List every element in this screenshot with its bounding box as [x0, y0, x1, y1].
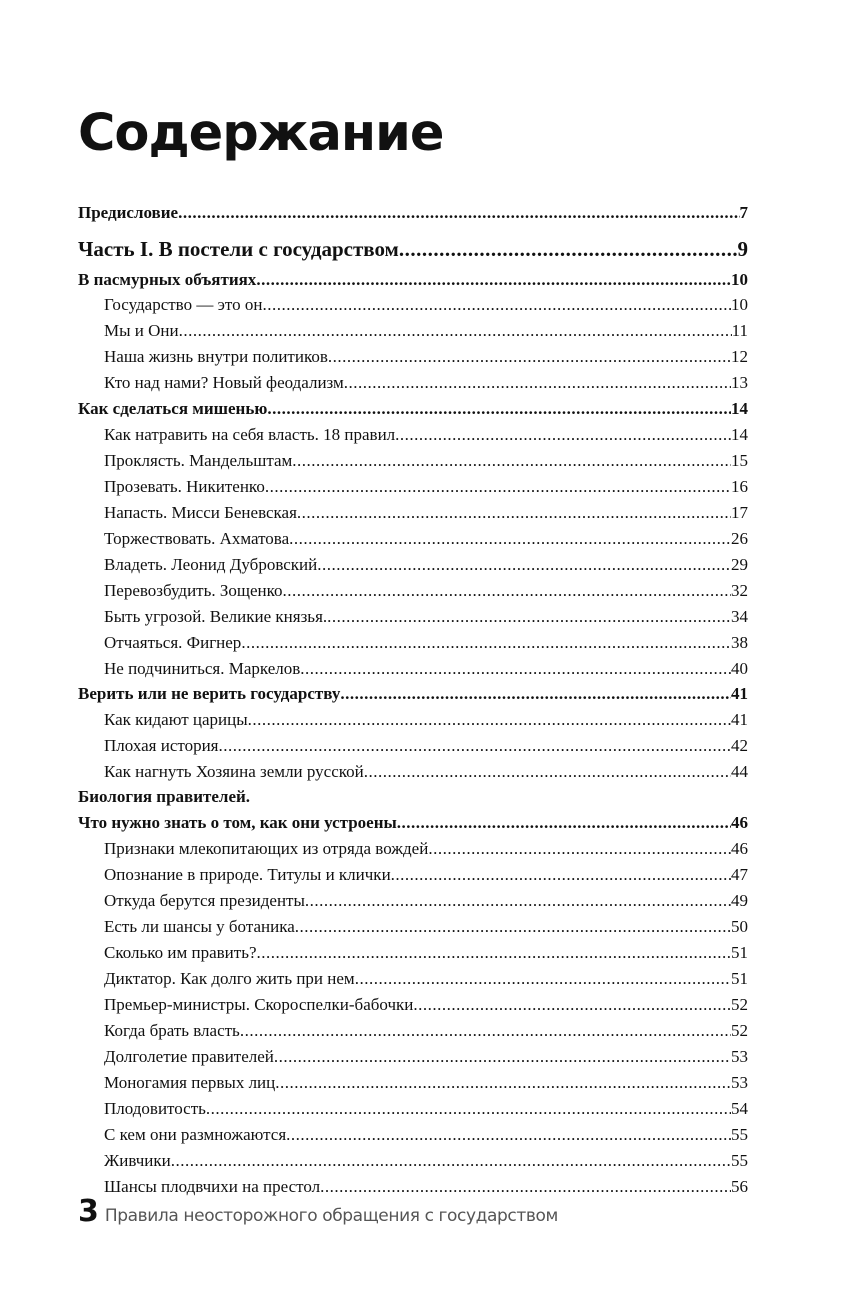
- toc-entry-title: Диктатор. Как долго жить при нем: [104, 969, 355, 988]
- dot-leader: [179, 318, 732, 344]
- toc-entry-title: Наша жизнь внутри политиков: [104, 347, 328, 366]
- toc-entry[interactable]: [78, 810, 748, 836]
- toc-entry-title: Сколько им править?: [104, 943, 257, 962]
- toc-entry-title: Торжествовать. Ахматова: [104, 529, 290, 548]
- dot-leader: [262, 292, 731, 318]
- toc-entry-page: 10: [731, 270, 748, 289]
- dot-leader: [248, 707, 731, 733]
- toc-entry[interactable]: [104, 318, 748, 344]
- toc-entry-title: Как нагнуть Хозяина земли русской: [104, 762, 364, 781]
- toc-entry-page: 51: [731, 969, 748, 988]
- dot-leader: [219, 733, 732, 759]
- dot-leader: [413, 992, 731, 1018]
- toc-entry-page: 29: [731, 555, 748, 574]
- toc-entry-page: 38: [731, 633, 748, 652]
- toc-entry-page: 55: [731, 1125, 748, 1144]
- dot-leader: [340, 681, 731, 707]
- toc-entry-page: 50: [731, 917, 748, 936]
- toc-entry-page: 52: [731, 1021, 748, 1040]
- toc-entry[interactable]: [104, 836, 748, 862]
- running-title: Правила неосторожного обращения с государством: [104, 1206, 558, 1226]
- toc-entry[interactable]: [104, 707, 748, 733]
- toc-entry[interactable]: [104, 1096, 748, 1122]
- toc-entry[interactable]: [104, 966, 748, 992]
- toc-entry-page: 17: [731, 503, 748, 522]
- toc-entry-title: Плохая история: [104, 736, 219, 755]
- toc-entry-title: Проклясть. Мандельштам: [104, 451, 293, 470]
- dot-leader: [292, 448, 731, 474]
- toc-entry-page: 9: [737, 237, 748, 261]
- page-title: Содержание: [78, 104, 444, 163]
- toc-entry-title: Верить или не верить государству: [78, 684, 341, 703]
- toc-entry[interactable]: [104, 1044, 748, 1070]
- toc-entry-title: Кто над нами? Новый феодализм: [104, 373, 344, 392]
- toc-entry-title: Перевозбудить. Зощенко: [104, 581, 283, 600]
- dot-leader: [391, 862, 731, 888]
- toc-entry-page: 14: [731, 425, 748, 444]
- toc-entry[interactable]: [104, 992, 748, 1018]
- toc-entry-page: 12: [731, 347, 748, 366]
- toc-entry[interactable]: [104, 344, 748, 370]
- toc-entry[interactable]: [104, 656, 748, 682]
- toc-entry-title: Мы и Они: [104, 321, 179, 340]
- dot-leader: [257, 940, 732, 966]
- dot-leader: [240, 1018, 731, 1044]
- toc-entry[interactable]: [104, 914, 748, 940]
- toc-entry-title: Предисловие: [78, 203, 179, 222]
- toc-entry-title: Откуда берутся президенты: [104, 891, 305, 910]
- dot-leader: [274, 1044, 731, 1070]
- toc-entry-title: Как кидают царицы: [104, 710, 248, 729]
- toc-entry-title: Живчики: [104, 1151, 171, 1170]
- dot-leader: [283, 578, 732, 604]
- toc-entry-title: Шансы плодвчихи на престол: [104, 1177, 321, 1196]
- toc-entry[interactable]: [78, 200, 748, 226]
- toc-entry[interactable]: [104, 604, 748, 630]
- dot-leader: [355, 966, 731, 992]
- toc-entry[interactable]: [104, 526, 748, 552]
- toc-entry-page: 15: [731, 451, 748, 470]
- toc-entry-title: Быть угрозой. Великие князья.: [104, 607, 328, 626]
- toc-entry-title: Есть ли шансы у ботаника: [104, 917, 295, 936]
- toc-entry[interactable]: [104, 422, 748, 448]
- toc-entry-page: 42: [731, 736, 748, 755]
- dot-leader: [395, 422, 731, 448]
- toc-entry-page: 51: [731, 943, 748, 962]
- toc-entry-title: Долголетие правителей: [104, 1047, 274, 1066]
- toc-entry[interactable]: [104, 474, 748, 500]
- dot-leader: [300, 656, 731, 682]
- toc-entry-title: Биология правителей.: [78, 787, 251, 806]
- page-footer: [78, 1194, 558, 1229]
- toc-entry[interactable]: [104, 500, 748, 526]
- dot-leader: [317, 552, 731, 578]
- toc-entry[interactable]: [104, 862, 748, 888]
- toc-entry-page: 44: [731, 762, 748, 781]
- toc-entry-title: Не подчиниться. Маркелов: [104, 659, 301, 678]
- dot-leader: [295, 914, 731, 940]
- toc-entry[interactable]: [104, 1122, 748, 1148]
- toc-entry-page: 32: [731, 581, 748, 600]
- toc-entry[interactable]: [78, 234, 748, 264]
- dot-leader: [178, 200, 739, 226]
- toc-entry-title: Государство — это он: [104, 295, 263, 314]
- toc-entry[interactable]: [104, 759, 748, 785]
- toc-entry-page: 56: [731, 1177, 748, 1196]
- toc-entry-title: Плодовитость: [104, 1099, 206, 1118]
- toc-entry-page: 54: [731, 1099, 748, 1118]
- toc-entry-title: Что нужно знать о том, как они устроены: [78, 813, 397, 832]
- dot-leader: [267, 396, 731, 422]
- toc-entry-title: С кем они размножаются: [104, 1125, 287, 1144]
- toc-entry-title: Когда брать власть: [104, 1021, 240, 1040]
- toc-entry-title: Моногамия первых лиц: [104, 1073, 276, 1092]
- toc-entry-title: Прозевать. Никитенко: [104, 477, 265, 496]
- dot-leader: [399, 234, 738, 264]
- toc-entry[interactable]: [104, 1148, 748, 1174]
- dot-leader: [256, 267, 731, 293]
- toc-entry[interactable]: [78, 681, 748, 707]
- toc-entry-page: 40: [731, 659, 748, 678]
- toc-entry[interactable]: [78, 784, 748, 810]
- toc-entry[interactable]: [104, 448, 748, 474]
- toc-entry-title: Как натравить на себя власть. 18 правил: [104, 425, 396, 444]
- toc-entry[interactable]: [104, 1070, 748, 1096]
- toc-entry-page: 53: [731, 1073, 748, 1092]
- toc-entry[interactable]: [78, 267, 748, 293]
- toc-entry-page: 34: [731, 607, 748, 626]
- toc-entry[interactable]: [104, 940, 748, 966]
- toc-entry[interactable]: [104, 1018, 748, 1044]
- toc-entry-page: 16: [731, 477, 748, 496]
- toc-entry-page: 7: [739, 203, 748, 222]
- toc-entry-title: Признаки млекопитающих из отряда вождей: [104, 839, 429, 858]
- toc-entry-page: 13: [731, 373, 748, 392]
- toc-entry-page: 10: [731, 295, 748, 314]
- toc-entry-title: Владеть. Леонид Дубровский: [104, 555, 318, 574]
- toc-entry-page: 14: [731, 399, 748, 418]
- toc-entry-page: 41: [731, 710, 748, 729]
- page-number: 3: [78, 1194, 99, 1229]
- toc-entry-title: В пасмурных объятиях: [78, 270, 257, 289]
- toc-entry-page: 11: [731, 321, 748, 340]
- toc-entry-title: Часть I. В постели с государством: [78, 237, 399, 261]
- toc-entry-title: Как сделаться мишенью: [78, 399, 268, 418]
- dot-leader: [206, 1096, 731, 1122]
- dot-leader: [305, 888, 731, 914]
- toc-entry[interactable]: [104, 888, 748, 914]
- toc-entry-title: Отчаяться. Фигнер: [104, 633, 242, 652]
- dot-leader: [275, 1070, 731, 1096]
- toc-entry-page: 49: [731, 891, 748, 910]
- toc-entry-page: 26: [731, 529, 748, 548]
- toc-entry[interactable]: [104, 630, 748, 656]
- dot-leader: [364, 759, 731, 785]
- toc-entry-page: 53: [731, 1047, 748, 1066]
- toc-entry-title: Опознание в природе. Титулы и клички: [104, 865, 391, 884]
- toc-entry[interactable]: [78, 396, 748, 422]
- toc-entry[interactable]: [104, 733, 748, 759]
- toc-entry-page: 47: [731, 865, 748, 884]
- dot-leader: [428, 836, 731, 862]
- dot-leader: [344, 370, 731, 396]
- dot-leader: [241, 630, 731, 656]
- toc-entry[interactable]: [104, 292, 748, 318]
- toc-entry[interactable]: [104, 552, 748, 578]
- toc-entry-page: 52: [731, 995, 748, 1014]
- toc-entry-page: 46: [731, 813, 748, 832]
- dot-leader: [171, 1148, 731, 1174]
- toc-entry-page: 41: [731, 684, 748, 703]
- toc-entry[interactable]: [104, 370, 748, 396]
- toc-entry-page: 55: [731, 1151, 748, 1170]
- toc-entry-page: 46: [731, 839, 748, 858]
- dot-leader: [297, 500, 731, 526]
- dot-leader: [286, 1122, 731, 1148]
- dot-leader: [289, 526, 731, 552]
- toc-entry-title: Напасть. Мисси Беневская: [104, 503, 297, 522]
- dot-leader: [327, 604, 731, 630]
- dot-leader: [265, 474, 731, 500]
- dot-leader: [328, 344, 731, 370]
- toc-entry-title: Премьер-министры. Скороспелки-бабочки: [104, 995, 414, 1014]
- dot-leader: [397, 810, 731, 836]
- toc-entry[interactable]: [104, 578, 748, 604]
